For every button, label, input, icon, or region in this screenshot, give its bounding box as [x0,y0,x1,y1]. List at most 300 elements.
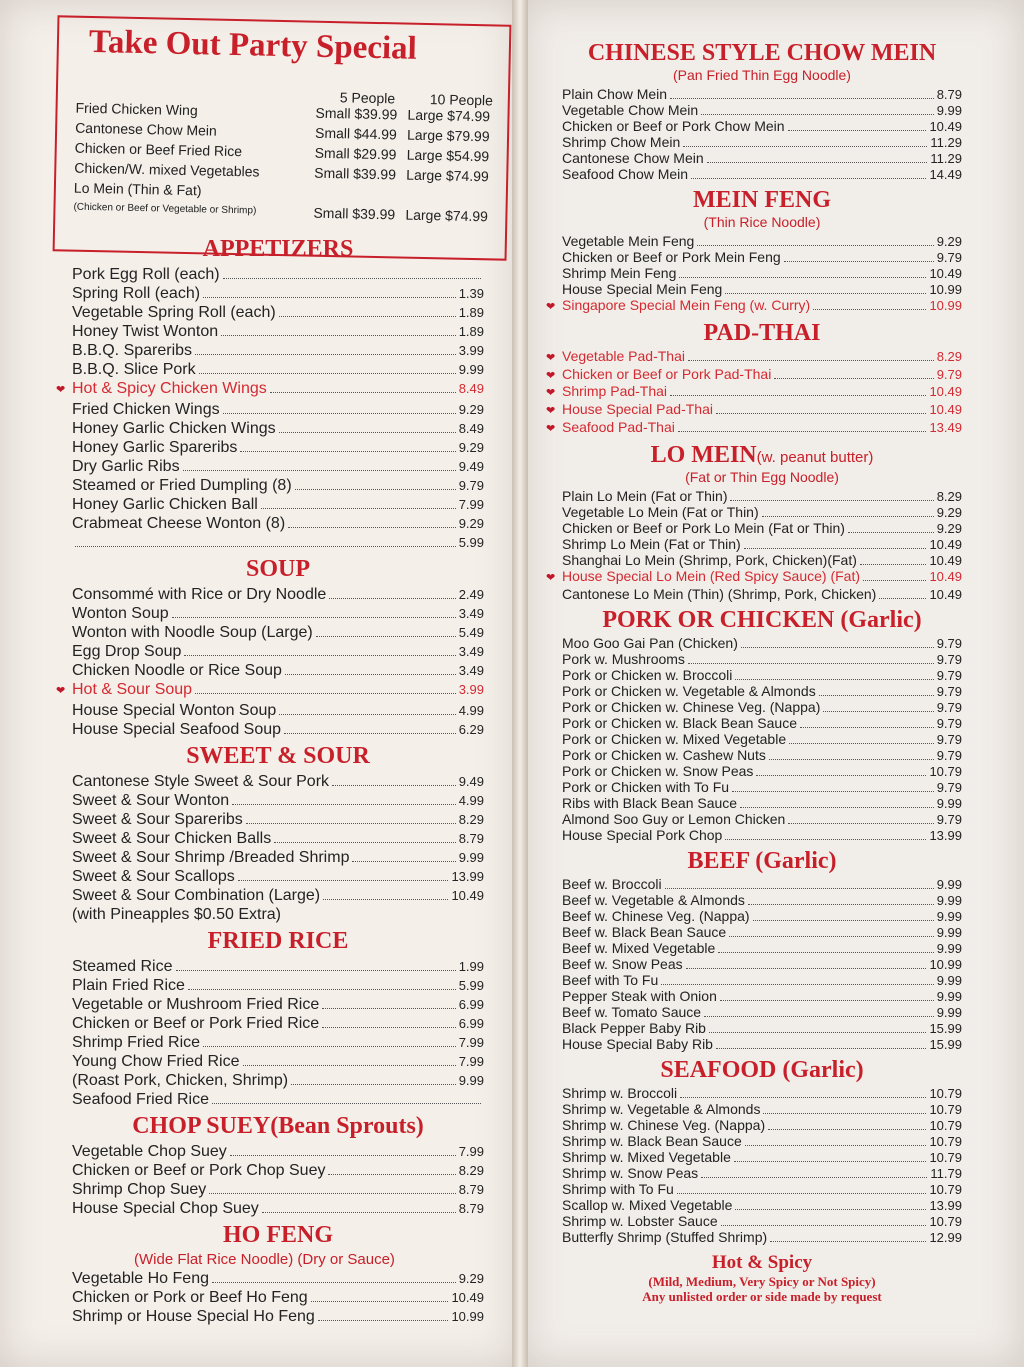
menu-item-price: 10.49 [929,402,962,418]
leader-dots [332,785,456,786]
section-title [562,187,962,214]
menu-item [562,135,962,151]
menu-item-name: Pork or Chicken w. Black Bean Sauce [562,714,798,731]
menu-item-name: Seafood Fried Rice [72,1091,209,1108]
section-title-extra: (w. peanut butter) [756,448,874,466]
leader-dots [238,880,449,881]
menu-item-name: Vegetable or Mushroom Fried Rice [72,996,320,1013]
menu-item-name: House Special Mein Feng [562,281,723,297]
menu-item-price: 9.29 [458,402,484,417]
menu-item-name: Vegetable Spring Roll (each) [72,304,276,321]
menu-item-price: 3.49 [458,644,484,659]
menu-item [56,379,484,400]
chili-pepper-icon: ❤ [56,685,66,697]
menu-item [562,250,962,266]
menu-item-price: 4.99 [458,703,484,718]
menu-item [562,796,962,812]
menu-item-price: 9.99 [936,908,962,924]
menu-item [562,87,962,103]
leader-dots [670,98,934,99]
menu-item-price: 10.99 [929,298,962,313]
menu-item-price: 9.79 [936,651,962,667]
menu-item-price: 10.49 [929,552,962,568]
leader-dots [784,261,934,262]
menu-item-price: 9.99 [936,988,962,1004]
menu-item-price: 4.99 [458,793,484,808]
menu-item-price: 8.29 [936,348,962,364]
menu-item-name: Shrimp Chop Suey [72,1181,207,1198]
leader-dots [725,839,926,840]
menu-item-price: 6.99 [458,997,484,1012]
menu-item-name: Fried Chicken Wings [72,401,220,418]
menu-item-name: Vegetable Mein Feng [562,233,695,249]
menu-item [72,495,484,514]
menu-item-name: House Special Pad-Thai [562,401,713,418]
menu-item-name: Honey Garlic Chicken Ball [72,496,258,513]
party-header-10: 10 People [429,91,494,109]
menu-item-name: Cantonese Chow Mein [562,150,704,166]
menu-item [562,989,962,1005]
leader-dots [734,1161,927,1162]
leader-dots [788,823,933,824]
leader-dots [756,775,926,776]
menu-item-price: 10.49 [451,1290,484,1305]
party-item-name: Cantonese Chow Mein [75,119,217,139]
leader-dots [753,920,934,921]
menu-item [72,1052,484,1071]
menu-item-name: Shrimp w. Chinese Veg. (Nappa) [562,1116,766,1133]
menu-item-name: Consommé with Rice or Dry Noodle [72,586,327,603]
menu-item-name: Plain Fried Rice [72,977,185,994]
menu-item-name: Crabmeat Cheese Wonton (8) [72,515,286,532]
leader-dots [288,527,456,528]
menu-item-name: Wonton with Noodle Soup (Large) [72,624,313,641]
leader-dots [763,1113,926,1114]
menu-item-price: 9.79 [936,715,962,731]
menu-item [562,1102,962,1118]
leader-dots [322,1027,455,1028]
leader-dots [769,759,934,760]
menu-item-price: 9.99 [936,795,962,811]
section-title-text: CHOP SUEY(Bean Sprouts) [132,1113,424,1139]
menu-item-name: Honey Garlic Chicken Wings [72,420,276,437]
leader-dots [697,245,933,246]
menu-item-price: 9.79 [936,635,962,651]
leader-dots [680,1097,926,1098]
leader-dots [729,936,933,937]
menu-item-price: 9.49 [458,774,484,789]
menu-item [562,167,962,183]
leader-dots [285,674,456,675]
menu-item-price: 10.49 [929,266,962,281]
menu-item-price: 10.79 [929,1213,962,1229]
menu-item-price: 9.99 [458,362,484,377]
menu-item-price: 1.99 [458,959,484,974]
menu-item [546,297,962,316]
leader-dots [75,546,456,547]
menu-item-price: 10.79 [929,1149,962,1165]
menu-item-name: Sweet & Sour Chicken Balls [72,830,272,847]
menu-item-price: 9.99 [936,1004,962,1020]
party-small-price: Small $39.99 [315,104,398,123]
leader-dots [230,1155,456,1156]
leader-dots [683,146,927,147]
menu-item-name: Cantonese Lo Mein (Thin) (Shrimp, Pork, Chicken) [562,585,877,602]
menu-item-name: Pork or Chicken w. Cashew Nuts [562,746,766,763]
leader-dots [720,1000,934,1001]
menu-item-price: 7.99 [458,1035,484,1050]
menu-item-name: Beef w. Chinese Veg. (Nappa) [562,907,750,924]
menu-item-name: House Special Chop Suey [72,1200,259,1217]
section-note: (with Pineapples $0.50 Extra) [72,906,281,923]
menu-item [72,829,484,848]
menu-item-price: 8.79 [936,87,962,102]
menu-item-price: 11.29 [930,135,962,150]
leader-dots [670,395,926,396]
leader-dots [735,1209,926,1210]
menu-item-price: 9.99 [936,892,962,908]
party-large-price: Large $74.99 [406,166,489,185]
menu-item-name: Chicken or Beef or Pork Chop Suey [72,1162,326,1179]
menu-item-name: (Roast Pork, Chicken, Shrimp) [72,1072,289,1089]
menu-item-price: 15.99 [929,1020,962,1036]
menu-item [562,700,962,716]
menu-item [562,732,962,748]
party-item-name: Chicken/W. mixed Vegetables [74,159,260,180]
menu-item [562,877,962,893]
menu-item-price: 13.99 [451,869,484,884]
menu-item [72,1288,484,1307]
menu-item-name: Vegetable Chow Mein [562,102,699,118]
section-subtitle: (Thin Rice Noodle) [703,214,821,230]
menu-item-price: 10.99 [929,956,962,972]
party-header-5: 5 People [339,89,396,107]
menu-item-name: Chicken or Beef or Pork Mein Feng [562,249,781,265]
menu-item [72,514,484,533]
menu-item [562,812,962,828]
menu-spine [512,0,528,1367]
menu-item [562,1182,962,1198]
menu-item-price: 8.29 [458,812,484,827]
menu-item [72,957,484,976]
leader-dots [322,1008,455,1009]
menu-item-name: Wonton Soup [72,605,169,622]
menu-item [72,1307,484,1326]
menu-item [546,383,962,402]
menu-item [72,642,484,661]
menu-item [72,1090,484,1109]
menu-item-price: 10.79 [929,1085,962,1101]
menu-item [72,1180,484,1199]
menu-item-name: Shanghai Lo Mein (Shrimp, Pork, Chicken)(Fat) [562,551,857,568]
leader-dots [789,743,934,744]
menu-item-price: 9.99 [458,1073,484,1088]
menu-item [72,457,484,476]
menu-item [72,772,484,791]
menu-item [562,151,962,167]
menu-item-price: 15.99 [929,1036,962,1052]
leader-dots [745,1145,927,1146]
section-title [72,1113,484,1140]
leader-dots [243,1065,456,1066]
menu-item [562,668,962,684]
menu-item-name: Shrimp Lo Mein (Fat or Thin) [562,535,741,552]
leader-dots [707,162,928,163]
leader-dots [291,1084,456,1085]
menu-item [562,893,962,909]
menu-item-name: Ribs with Black Bean Sauce [562,794,738,811]
menu-item-name: Moo Goo Gai Pan (Chicken) [562,634,738,651]
menu-item-price: 8.79 [458,1182,484,1197]
chili-pepper-icon: ❤ [546,369,556,382]
menu-item-name: Chicken or Beef or Pork Lo Mein (Fat or Thin) [562,519,845,536]
menu-item-price: 9.29 [458,440,484,455]
menu-item-price: 10.49 [929,536,962,552]
menu-item [72,867,484,886]
menu-item [562,1166,962,1182]
menu-item [562,489,962,505]
leader-dots [188,989,456,990]
party-small-price [314,183,406,205]
menu-item-price: 8.79 [458,1201,484,1216]
menu-item-name: Beef w. Tomato Sauce [562,1003,702,1020]
menu-item [562,1198,962,1214]
hot-spicy-note: Any unlisted order or side made by request [642,1288,882,1304]
menu-item [56,680,484,701]
leader-dots [688,663,934,664]
menu-item-name: Egg Drop Soup [72,643,182,660]
menu-item [562,282,962,298]
menu-item-name: Honey Garlic Spareribs [72,439,238,456]
menu-item [72,400,484,419]
leader-dots [195,354,456,355]
menu-item-price: 5.49 [458,625,484,640]
menu-item [546,418,962,438]
menu-item [72,1269,484,1288]
menu-item-price: 13.99 [929,1197,962,1213]
hot-spicy-note: (Mild, Medium, Very Spicy or Not Spicy) [648,1273,876,1289]
menu-item-name: Young Chow Fried Rice [72,1053,240,1070]
menu-item-name: Beef w. Black Bean Sauce [562,923,727,940]
leader-dots [172,617,456,618]
party-large-price: Large $74.99 [405,206,489,225]
party-special-box [53,15,512,260]
leader-dots [732,791,934,792]
menu-item-price: 9.79 [936,366,962,382]
chili-pepper-icon: ❤ [546,301,556,313]
section-title [562,1057,962,1084]
leader-dots [183,470,456,471]
menu-item-price: 10.99 [929,282,962,297]
leader-dots [199,373,456,374]
hot-spicy-title: Hot & Spicy [711,1251,813,1273]
chili-pepper-icon: ❤ [546,405,556,418]
menu-item-price: 10.49 [929,384,962,400]
menu-item-name: Chicken or Pork or Beef Ho Feng [72,1289,308,1306]
leader-dots [329,598,455,599]
chili-pepper-icon: ❤ [546,571,556,584]
menu-item-name: Shrimp Chow Mein [562,134,681,150]
menu-item-name: Pork w. Mushrooms [562,650,685,667]
menu-item-price: 9.99 [936,924,962,940]
leader-dots [209,1193,455,1194]
menu-item-name: House Special Lo Mein (Red Spicy Sauce) (Fat) [562,567,861,584]
section-title [72,743,484,770]
menu-item-name: Shrimp Pad-Thai [562,383,668,400]
menu-item [562,909,962,925]
menu-item [72,995,484,1014]
leader-dots [860,564,927,565]
section-title [562,848,962,875]
menu-item-price: 3.99 [458,343,484,358]
menu-item [562,234,962,250]
menu-item-name: Butterfly Shrimp (Stuffed Shrimp) [562,1228,768,1245]
menu-item [72,322,484,341]
menu-item-name: Shrimp w. Lobster Sauce [562,1212,718,1229]
menu-item-price: 9.79 [936,683,962,699]
menu-item [562,1086,962,1102]
menu-item-name: Pork or Chicken with To Fu [562,778,730,795]
menu-item-name: Plain Chow Mein [562,86,668,102]
leader-dots [748,904,934,905]
leader-dots [716,1048,926,1049]
menu-item [562,587,962,603]
menu-item-name: Seafood Pad-Thai [562,418,675,435]
menu-item [546,401,962,420]
menu-item-name: Cantonese Style Sweet & Sour Pork [72,773,330,790]
menu-item [72,1071,484,1090]
leader-dots [279,432,456,433]
leader-dots [879,598,926,599]
menu-item-name: Scallop w. Mixed Vegetable [562,1196,733,1213]
menu-item-price: 10.79 [929,763,962,779]
menu-item-name: Shrimp w. Black Bean Sauce [562,1132,742,1149]
menu-item-name: Beef w. Broccoli [562,875,662,892]
party-large-price: Large $79.99 [406,126,490,145]
menu-item [72,360,484,379]
section-title-text: SWEET & SOUR [186,743,370,769]
menu-item [562,1150,962,1166]
menu-item-price: 9.79 [936,699,962,715]
menu-item [562,1021,962,1037]
menu-item-name: Pork or Chicken w. Broccoli [562,666,733,683]
menu-item-name: Chicken or Beef or Pork Fried Rice [72,1015,320,1032]
leader-dots [774,378,933,379]
menu-item [562,1230,962,1246]
leader-dots [323,899,448,900]
leader-dots [721,1225,927,1226]
leader-dots [176,970,456,971]
menu-item-name: Pork or Chicken w. Vegetable & Almonds [562,682,816,699]
menu-item [562,684,962,700]
section-title [562,40,962,67]
menu-item-price: 9.79 [936,779,962,795]
menu-item-name: Chicken Noodle or Rice Soup [72,662,282,679]
menu-item [562,957,962,973]
menu-item-price: 9.79 [936,731,962,747]
menu-item-price: 6.29 [458,722,484,737]
leader-dots [744,548,927,549]
chili-pepper-icon: ❤ [56,384,66,396]
menu-item [562,1214,962,1230]
menu-item-name: Dry Garlic Ribs [72,458,180,475]
menu-item [562,1037,962,1053]
menu-item [72,661,484,680]
section-title [72,236,484,263]
menu-item-name: Pork or Chicken w. Chinese Veg. (Nappa) [562,698,821,715]
menu-item [562,941,962,957]
menu-item-price: 8.49 [458,381,484,396]
party-item-name: Chicken or Beef Fried Rice [74,139,243,160]
section-note: (Wide Flat Rice Noodle) (Dry or Sauce) [134,1251,395,1268]
leader-dots [863,580,926,581]
menu-item [72,303,484,322]
leader-dots [704,1016,934,1017]
menu-item-name: Singapore Special Mein Feng (w. Curry) [562,297,811,313]
menu-item-price: 12.99 [929,1229,962,1245]
menu-item [72,1033,484,1052]
menu-item [72,341,484,360]
leader-dots [691,178,926,179]
menu-item-price: 9.79 [936,811,962,827]
menu-item [546,347,962,367]
leader-dots [716,413,926,414]
menu-item-name: Sweet & Sour Combination (Large) [72,887,321,904]
leader-dots [730,500,933,501]
party-small-price: Small $44.99 [314,124,397,143]
party-item-name: (Chicken or Beef or Vegetable or Shrimp) [73,201,257,217]
menu-item [562,748,962,764]
menu-item-name: Hot & Sour Soup [72,681,193,698]
menu-item-price: 3.49 [458,663,484,678]
menu-item-name: Spring Roll (each) [72,285,201,302]
menu-item [562,521,962,537]
party-large-price: Large $54.99 [406,146,490,165]
menu-item-price: 8.29 [936,488,962,504]
leader-dots [221,335,456,336]
section-title-text: APPETIZERS [202,236,354,262]
section-title-text: SOUP [245,556,310,582]
party-item-name: Fried Chicken Wing [75,99,198,119]
menu-item-price: 9.79 [936,667,962,683]
menu-item-name: Beef w. Snow Peas [562,955,683,972]
leader-dots [184,655,455,656]
leader-dots [261,508,456,509]
leader-dots [762,516,934,517]
menu-item-name: Sweet & Sour Spareribs [72,811,243,828]
menu-item [72,623,484,642]
menu-item [562,103,962,119]
menu-item-price: 14.49 [929,167,962,182]
right-menu-column [546,36,962,1304]
menu-item-price: 9.29 [936,234,962,249]
leader-dots [768,1129,926,1130]
menu-item-name: Vegetable Lo Mein (Fat or Thin) [562,503,759,520]
menu-item-price: 1.89 [458,305,484,320]
menu-item [72,1142,484,1161]
leader-dots [270,392,456,393]
menu-item [72,1199,484,1218]
leader-dots [352,861,455,862]
leader-dots [203,297,456,298]
leader-dots [212,1282,456,1283]
leader-dots [212,1103,481,1104]
menu-item-name: Pepper Steak with Onion [562,987,717,1004]
leader-dots [279,714,455,715]
menu-item-price: 9.79 [936,250,962,265]
menu-item [72,419,484,438]
leader-dots [740,807,934,808]
